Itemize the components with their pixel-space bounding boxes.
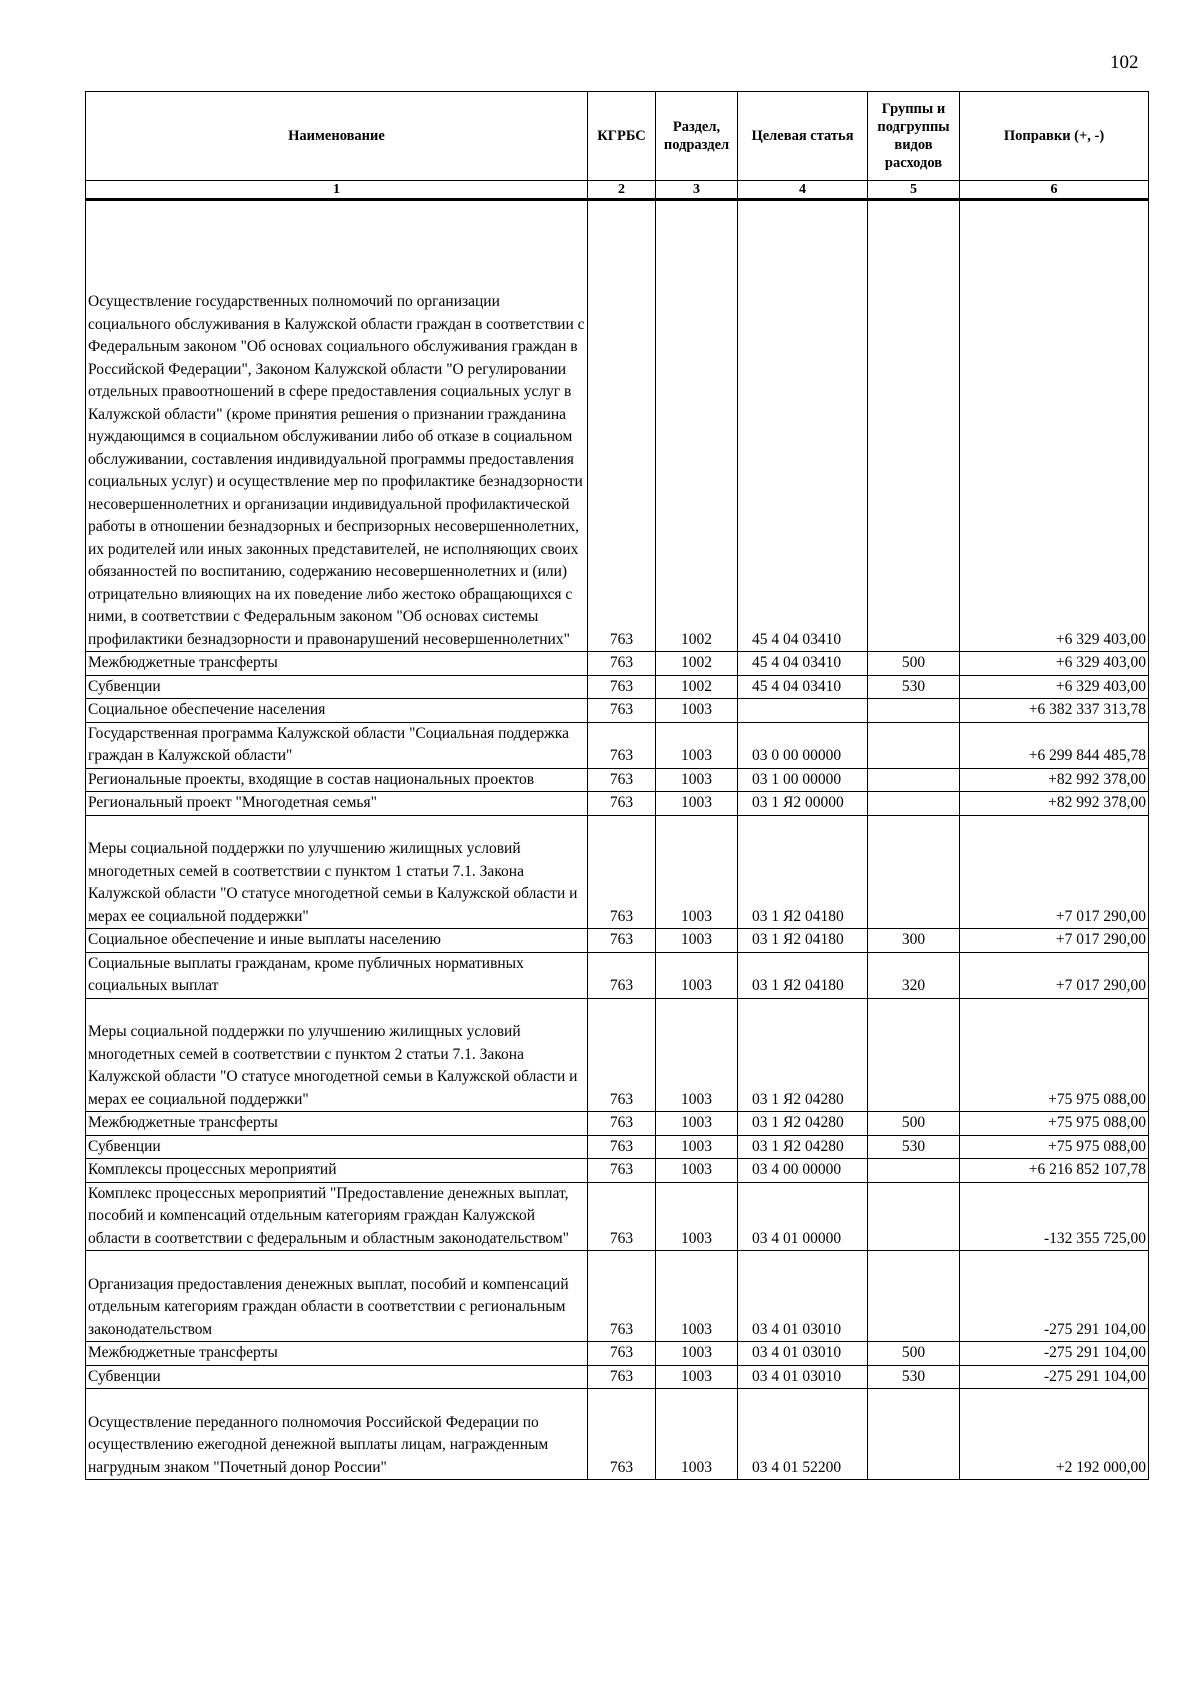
row-vid [868,768,960,792]
row-name: Меры социальной поддержки по улучшению жилищных условий многодетных семей в соответствии с пунктом 1 статьи 7.1. Закона Калужской области "О статусе многодетной семьи в Калужской области и мерах ее социальной поддержки" [86,815,588,929]
row-kgrbs: 763 [588,1251,656,1342]
row-tselevaya: 03 4 01 00000 [738,1182,868,1251]
row-summa: -132 355 725,00 [960,1182,1149,1251]
row-vid [868,200,960,652]
row-summa: +6 329 403,00 [960,652,1149,676]
table-row [86,998,1149,1112]
table-row [86,1342,1149,1366]
row-name: Меры социальной поддержки по улучшению жилищных условий многодетных семей в соответствии с пунктом 2 статьи 7.1. Закона Калужской области "О статусе многодетной семьи в Калужской области и мерах ее социальной поддержки" [86,998,588,1112]
row-tselevaya: 03 1 Я2 04280 [738,998,868,1112]
row-razdel: 1003 [656,815,738,929]
row-vid: 530 [868,1135,960,1159]
row-razdel: 1002 [656,652,738,676]
row-name: Региональные проекты, входящие в состав национальных проектов [86,768,588,792]
table-row [86,1159,1149,1183]
column-number-row [86,181,1149,200]
row-name: Межбюджетные трансферты [86,652,588,676]
row-summa: +2 192 000,00 [960,1389,1149,1480]
table-row [86,1365,1149,1389]
row-tselevaya: 03 1 Я2 04280 [738,1112,868,1136]
budget-table [85,91,1149,1480]
table-row [86,815,1149,929]
row-kgrbs: 763 [588,952,656,998]
row-kgrbs: 763 [588,722,656,768]
row-tselevaya [738,699,868,723]
row-razdel: 1003 [656,1182,738,1251]
row-vid [868,1182,960,1251]
row-vid [868,792,960,816]
row-kgrbs: 763 [588,815,656,929]
row-name: Организация предоставления денежных выплат, пособий и компенсаций отдельным категориям граждан области в соответствии с региональным законодательством [86,1251,588,1342]
row-tselevaya: 03 1 Я2 04180 [738,929,868,953]
row-kgrbs: 763 [588,929,656,953]
row-vid [868,815,960,929]
table-row [86,1112,1149,1136]
row-kgrbs: 763 [588,652,656,676]
row-tselevaya: 03 0 00 00000 [738,722,868,768]
row-kgrbs: 763 [588,699,656,723]
row-razdel: 1003 [656,952,738,998]
table-row [86,1389,1149,1480]
header-vid: Группы и подгруппы видов расходов [868,92,960,181]
table-row [86,652,1149,676]
column-number: 1 [86,181,588,200]
row-razdel: 1002 [656,200,738,652]
row-vid [868,998,960,1112]
row-name: Осуществление государственных полномочий по организации социального обслуживания в Калужской области граждан в соответствии с Федеральным законом "Об основах социального обслуживания граждан в Российской Федерации", Законом Калужской области "О регулировании отдельных правоотношений в сфере предоставления социальных услуг в Калужской области" (кроме принятия решения о признании гражданина нуждающимся в социальном обслуживании либо об отказе в социальном обслуживании, составления индивидуальной программы предоставления социальных услуг) и осуществление мер по профилактике безнадзорности несовершеннолетних и организации индивидуальной профилактической работы в отношении безнадзорных и беспризорных несовершеннолетних, их родителей или иных законных представителей, не исполняющих своих обязанностей по воспитанию, содержанию несовершеннолетних и (или) отрицательно влияющих на их поведение либо жестоко обращающихся с ними, в соответствии с Федеральным законом "Об основах системы профилактики безнадзорности и правонарушений несовершеннолетних" [86,200,588,652]
row-summa: +6 382 337 313,78 [960,699,1149,723]
row-tselevaya: 03 4 01 03010 [738,1365,868,1389]
row-name: Комплексы процессных мероприятий [86,1159,588,1183]
row-tselevaya: 03 1 Я2 04180 [738,815,868,929]
row-name: Социальные выплаты гражданам, кроме публичных нормативных социальных выплат [86,952,588,998]
header-name: Наименование [86,92,588,181]
row-summa: -275 291 104,00 [960,1251,1149,1342]
row-name: Региональный проект "Многодетная семья" [86,792,588,816]
row-summa: +7 017 290,00 [960,815,1149,929]
row-tselevaya: 03 4 00 00000 [738,1159,868,1183]
row-kgrbs: 763 [588,675,656,699]
row-tselevaya: 03 4 01 03010 [738,1342,868,1366]
row-razdel: 1003 [656,1365,738,1389]
row-vid: 530 [868,675,960,699]
row-vid [868,1389,960,1480]
row-vid [868,699,960,723]
row-summa: -275 291 104,00 [960,1365,1149,1389]
header-tselevaya: Целевая статья [738,92,868,181]
row-kgrbs: 763 [588,1112,656,1136]
table-row [86,952,1149,998]
row-name: Комплекс процессных мероприятий "Предоставление денежных выплат, пособий и компенсаций отдельным категориям граждан Калужской области в соответствии с федеральным и областным законодательством" [86,1182,588,1251]
row-tselevaya: 03 1 Я2 04180 [738,952,868,998]
row-kgrbs: 763 [588,1342,656,1366]
row-tselevaya: 45 4 04 03410 [738,675,868,699]
row-vid: 500 [868,652,960,676]
row-name: Социальное обеспечение населения [86,699,588,723]
row-vid: 320 [868,952,960,998]
table-row [86,200,1149,652]
header-popravki: Поправки (+, -) [960,92,1149,181]
row-summa: +82 992 378,00 [960,792,1149,816]
row-summa: +75 975 088,00 [960,1135,1149,1159]
row-name: Субвенции [86,1365,588,1389]
row-kgrbs: 763 [588,1182,656,1251]
page-number: 102 [1110,52,1139,73]
row-name: Субвенции [86,675,588,699]
table-row [86,792,1149,816]
table-body [86,200,1149,1480]
row-razdel: 1003 [656,722,738,768]
row-kgrbs: 763 [588,1389,656,1480]
table-row [86,929,1149,953]
row-name: Межбюджетные трансферты [86,1112,588,1136]
table-row [86,675,1149,699]
row-summa: +75 975 088,00 [960,1112,1149,1136]
row-vid [868,1251,960,1342]
row-summa: +6 329 403,00 [960,200,1149,652]
table-row [86,722,1149,768]
table-row [86,1135,1149,1159]
table-row [86,1182,1149,1251]
row-vid: 500 [868,1342,960,1366]
row-name: Осуществление переданного полномочия Российской Федерации по осуществлению ежегодной денежной выплаты лицам, награжденным нагрудным знаком "Почетный донор России" [86,1389,588,1480]
row-razdel: 1003 [656,1159,738,1183]
row-tselevaya: 03 4 01 03010 [738,1251,868,1342]
row-tselevaya: 45 4 04 03410 [738,652,868,676]
row-tselevaya: 03 1 Я2 00000 [738,792,868,816]
row-vid [868,1159,960,1183]
row-razdel: 1003 [656,1389,738,1480]
row-tselevaya: 03 1 Я2 04280 [738,1135,868,1159]
row-vid: 500 [868,1112,960,1136]
row-summa: +75 975 088,00 [960,998,1149,1112]
row-name: Субвенции [86,1135,588,1159]
column-number: 2 [588,181,656,200]
row-name: Социальное обеспечение и иные выплаты населению [86,929,588,953]
row-kgrbs: 763 [588,1135,656,1159]
column-number: 4 [738,181,868,200]
row-kgrbs: 763 [588,1365,656,1389]
row-summa: +82 992 378,00 [960,768,1149,792]
column-number: 5 [868,181,960,200]
row-name: Государственная программа Калужской области "Социальная поддержка граждан в Калужской области" [86,722,588,768]
row-kgrbs: 763 [588,1159,656,1183]
header-razdel: Раздел, подраздел [656,92,738,181]
row-razdel: 1003 [656,1112,738,1136]
table-row [86,768,1149,792]
row-razdel: 1003 [656,998,738,1112]
table-row [86,1251,1149,1342]
row-name: Межбюджетные трансферты [86,1342,588,1366]
row-razdel: 1003 [656,1342,738,1366]
column-number: 6 [960,181,1149,200]
row-razdel: 1003 [656,792,738,816]
row-tselevaya: 03 4 01 52200 [738,1389,868,1480]
row-kgrbs: 763 [588,200,656,652]
header-kgrbs: КГРБС [588,92,656,181]
row-vid: 300 [868,929,960,953]
row-razdel: 1003 [656,699,738,723]
row-razdel: 1003 [656,929,738,953]
row-tselevaya: 45 4 04 03410 [738,200,868,652]
row-summa: +6 299 844 485,78 [960,722,1149,768]
row-summa: +7 017 290,00 [960,952,1149,998]
row-kgrbs: 763 [588,768,656,792]
row-summa: +6 216 852 107,78 [960,1159,1149,1183]
row-vid: 530 [868,1365,960,1389]
row-razdel: 1003 [656,1135,738,1159]
column-number: 3 [656,181,738,200]
row-razdel: 1003 [656,1251,738,1342]
row-summa: -275 291 104,00 [960,1342,1149,1366]
row-razdel: 1003 [656,768,738,792]
row-vid [868,722,960,768]
row-tselevaya: 03 1 00 00000 [738,768,868,792]
row-razdel: 1002 [656,675,738,699]
table-header-row [86,92,1149,181]
row-summa: +7 017 290,00 [960,929,1149,953]
row-summa: +6 329 403,00 [960,675,1149,699]
row-kgrbs: 763 [588,792,656,816]
table-row [86,699,1149,723]
row-kgrbs: 763 [588,998,656,1112]
